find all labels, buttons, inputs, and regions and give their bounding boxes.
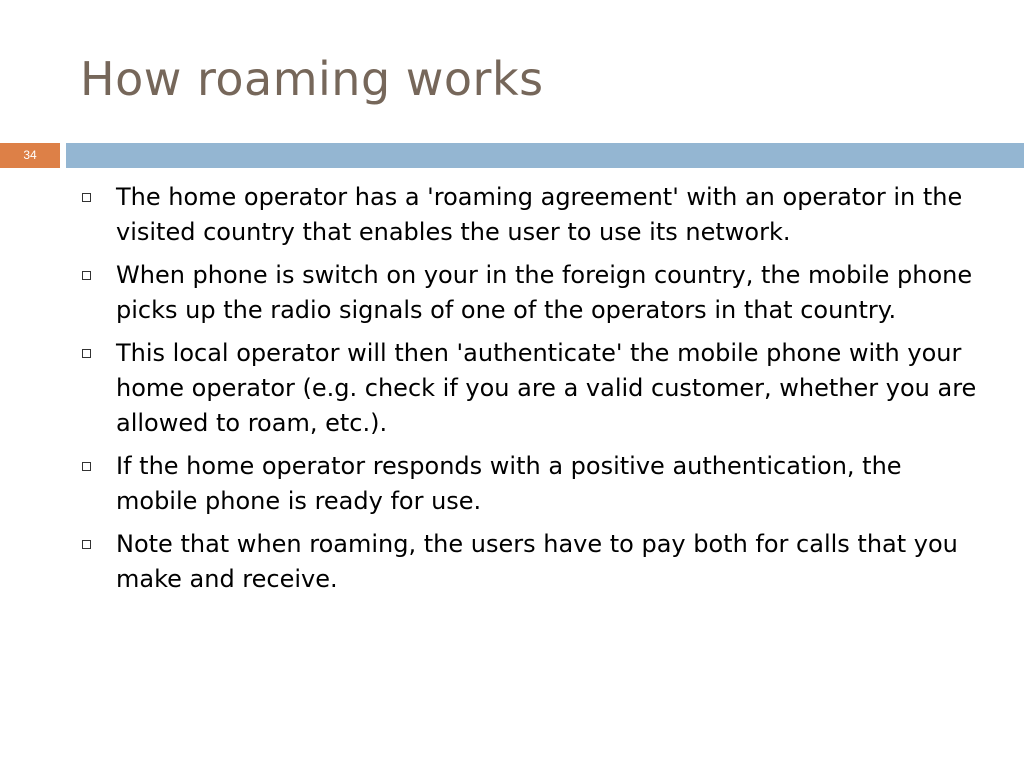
square-bullet-icon (82, 271, 91, 280)
slide-title: How roaming works (80, 52, 544, 106)
bullet-item (80, 336, 980, 441)
bullet-text: This local operator will then 'authenticate' the mobile phone with your home operator (e.g. check if you are a valid customer, whether you are allowed to roam, etc.). (116, 339, 977, 437)
header-accent-bar (66, 143, 1024, 168)
bullet-text: Note that when roaming, the users have to pay both for calls that you make and receive. (116, 530, 958, 593)
bullet-item (80, 258, 980, 328)
square-bullet-icon (82, 349, 91, 358)
bullet-text: If the home operator responds with a positive authentication, the mobile phone is ready for use. (116, 452, 902, 515)
bullet-text: When phone is switch on your in the foreign country, the mobile phone picks up the radio signals of one of the operators in that country. (116, 261, 973, 324)
slide-number-badge: 34 (0, 143, 60, 168)
square-bullet-icon (82, 193, 91, 202)
square-bullet-icon (82, 540, 91, 549)
bullet-text: The home operator has a 'roaming agreement' with an operator in the visited country that enables the user to use its network. (116, 183, 963, 246)
bullet-item (80, 449, 980, 519)
bullet-item (80, 180, 980, 250)
bullet-item (80, 527, 980, 597)
square-bullet-icon (82, 462, 91, 471)
bullet-list (80, 180, 980, 605)
